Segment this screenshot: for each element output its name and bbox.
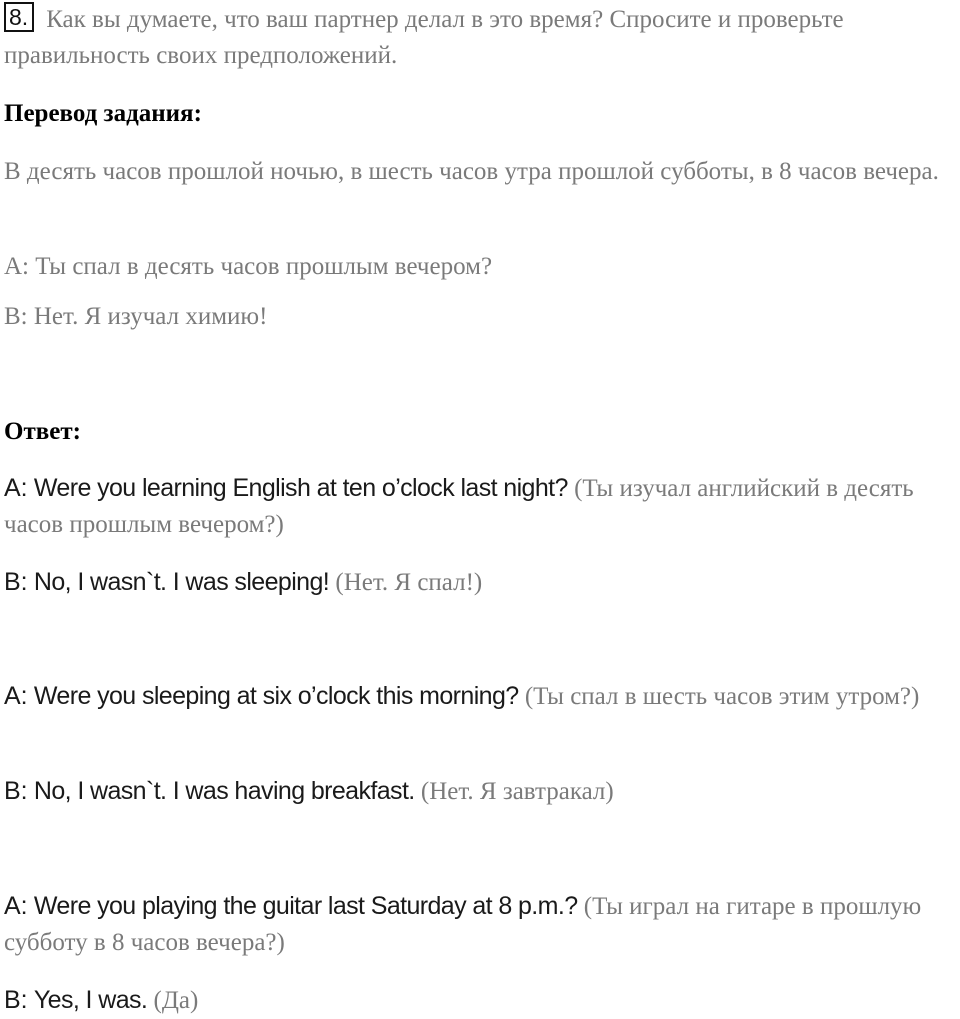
english-sentence: Yes, I was. (33, 986, 148, 1014)
translation-line-b: B: Нет. Я изучал химию! (4, 303, 268, 330)
english-sentence: No, I wasn`t. I was sleeping! (33, 568, 330, 596)
task-number: 8. (4, 2, 34, 32)
dialogue-1-line-a (4, 470, 960, 543)
speaker-label: B: (4, 777, 28, 805)
task-text: Как вы думаете, что ваш партнер делал в это время? Спросите и проверьте правильность своих предположений. (4, 6, 844, 69)
russian-translation: (Да) (153, 987, 199, 1014)
translation-heading: Перевод задания: (4, 100, 202, 127)
russian-translation: (Ты спал в шесть часов этим утром?) (524, 683, 920, 710)
russian-translation: (Нет. Я спал!) (335, 569, 483, 596)
dialogue-3-line-b (4, 982, 960, 1019)
english-sentence: No, I wasn`t. I was having breakfast. (33, 777, 415, 805)
speaker-label: A: (4, 474, 28, 502)
speaker-label: A: (4, 682, 28, 710)
english-sentence: Were you learning English at ten o’clock last night? (33, 474, 568, 502)
dialogue-2-line-b (4, 773, 960, 810)
translation-paragraph: В десять часов прошлой ночью, в шесть часов утра прошлой субботы, в 8 часов вечера. (4, 158, 939, 185)
russian-translation: (Нет. Я завтракал) (420, 778, 614, 805)
dialogue-3-line-a (4, 888, 960, 961)
english-sentence: Were you sleeping at six o’clock this morning? (33, 682, 519, 710)
russian-translation: (Ты играл на гитаре в прошлую субботу в 8 часов вечера?) (4, 893, 922, 956)
translation-line-a: A: Ты спал в десять часов прошлым вечером? (4, 253, 493, 280)
task-statement (4, 2, 960, 74)
speaker-label: B: (4, 568, 28, 596)
answer-heading: Ответ: (4, 418, 81, 445)
english-sentence: Were you playing the guitar last Saturday at 8 p.m.? (33, 892, 578, 920)
dialogue-1-line-b (4, 564, 960, 601)
speaker-label: B: (4, 986, 28, 1014)
speaker-label: A: (4, 892, 28, 920)
dialogue-2-line-a (4, 678, 960, 715)
russian-translation: (Ты изучал английский в десять часов прошлым вечером?) (4, 475, 914, 538)
